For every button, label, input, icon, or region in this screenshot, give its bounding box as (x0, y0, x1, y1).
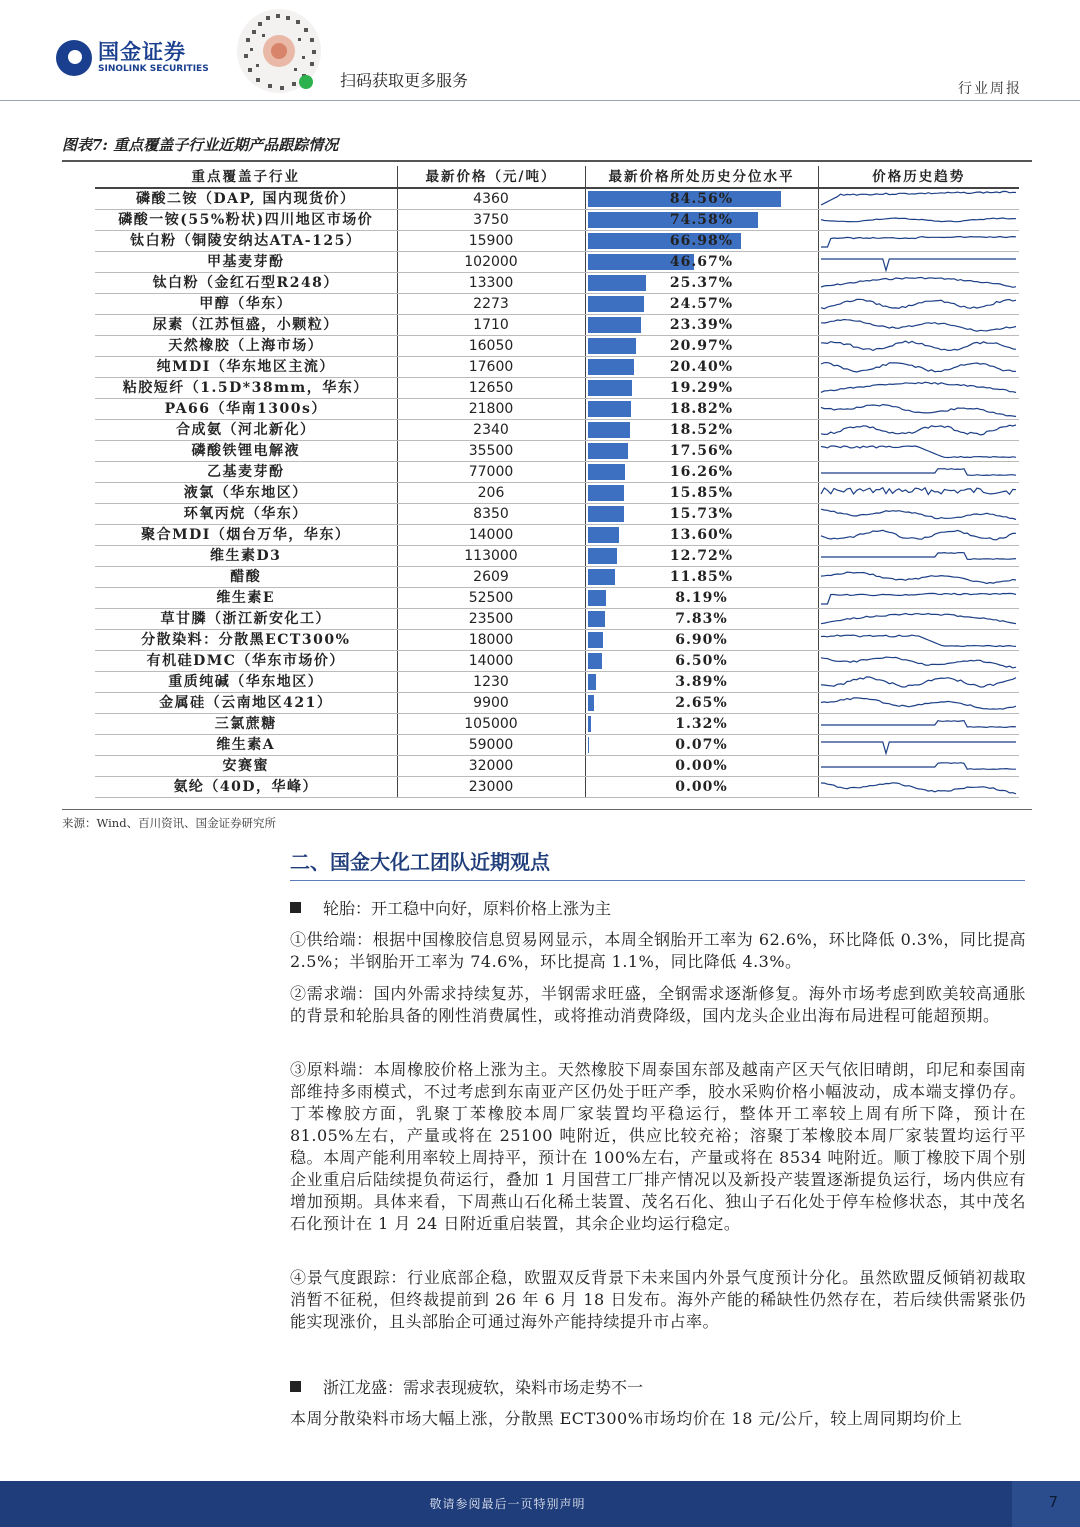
cell-trend (818, 735, 1019, 756)
table-row (95, 777, 1019, 798)
cell-industry: PA66（华南1300s） (95, 399, 397, 420)
trend-line (821, 698, 1016, 709)
cell-trend (818, 609, 1019, 630)
trend-sparkline (819, 777, 1018, 797)
cell-industry: 乙基麦芽酚 (95, 462, 397, 483)
cell-percentile (585, 210, 818, 231)
page-footer (0, 1481, 1080, 1527)
paragraph-raw-material: ③原料端：本周橡胶价格上涨为主。天然橡胶下周泰国东部及越南产区天气依旧晴朗，印尼和泰国南部维持多雨模式，不过考虑到东南亚产区仍处于旺产季，胶水采购价格小幅波动，成本端支撑仍存。丁苯橡胶方面，乳聚丁苯橡胶本周厂家装置均平稳运行，整体开工率较上周有所下降，预计在 81.05%左右，产量或将在 25100 吨附近，供应比较充裕；溶聚丁苯橡胶本周厂家装置均运行平稳。本周产能利用率较上周持平，预计在 100%左右，产量或将在 8534 吨附近。顺丁橡胶下周个别企业重启后陆续提负荷运行，叠加 1 月国营工厂排产情况以及新投产装置逐渐提负运行，场内供应有增加预期。具体来看，下周燕山石化稀土装置、茂名石化、独山子石化处于停车检修状态，其中茂名石化预计在 1 月 24 日附近重启装置，其余企业均运行稳定。 (290, 1060, 1026, 1233)
cell-percentile (585, 504, 818, 525)
page-header (0, 0, 1080, 102)
trend-line (821, 677, 1016, 687)
percentile-label: 46.67% (669, 254, 734, 270)
trend-line (821, 593, 1016, 604)
percentile-label: 20.40% (669, 359, 734, 375)
cell-price: 12650 (397, 378, 585, 399)
trend-sparkline (819, 483, 1018, 503)
cell-price: 2609 (397, 567, 585, 588)
paragraph-prosperity: ④景气度跟踪：行业底部企稳，欧盟双反背景下未来国内外景气度预计分化。虽然欧盟反倾销初裁取消暂不征税，但终裁提前到 26 年 6 月 18 日发布。海外产能的稀缺性仍然存在，若后续供需紧张仍能实现涨价，且头部胎企可通过海外产能持续提升市占率。 (290, 1268, 1026, 1331)
bullet-text: 轮胎：开工稳中向好，原料价格上涨为主 (323, 899, 612, 918)
table-row (95, 504, 1019, 525)
table-row (95, 231, 1019, 252)
cell-price: 9900 (397, 693, 585, 714)
table-row (95, 630, 1019, 651)
trend-line (821, 320, 1016, 332)
cell-price: 3750 (397, 210, 585, 231)
table-row (95, 609, 1019, 630)
cell-trend (818, 630, 1019, 651)
table-row (95, 294, 1019, 315)
cell-trend (818, 546, 1019, 567)
trend-sparkline (819, 714, 1018, 734)
cell-price: 105000 (397, 714, 585, 735)
percentile-label: 0.00% (675, 779, 728, 795)
table-row (95, 588, 1019, 609)
trend-sparkline (819, 546, 1018, 566)
cell-industry: 有机硅DMC（华东市场价） (95, 651, 397, 672)
cell-percentile (585, 420, 818, 441)
table-row (95, 441, 1019, 462)
cell-price: 102000 (397, 252, 585, 273)
cell-trend (818, 441, 1019, 462)
table-row (95, 462, 1019, 483)
table-row (95, 315, 1019, 336)
trend-line (821, 405, 1016, 417)
percentile-label: 24.57% (669, 296, 734, 312)
cell-industry: 磷酸二铵（DAP, 国内现货价） (95, 188, 397, 210)
table-row (95, 735, 1019, 756)
cell-price: 13300 (397, 273, 585, 294)
cell-trend (818, 651, 1019, 672)
cell-industry: 钛白粉（金红石型R248） (95, 273, 397, 294)
cell-percentile (585, 609, 818, 630)
cell-trend (818, 504, 1019, 525)
cell-trend (818, 525, 1019, 546)
cell-trend (818, 462, 1019, 483)
table-row (95, 714, 1019, 735)
cell-industry: 氨纶（40D，华峰） (95, 777, 397, 798)
logo-name-en: SINOLINK SECURITIES (98, 64, 209, 74)
percentile-label: 0.07% (675, 737, 728, 753)
paragraph-dye: 本周分散染料市场大幅上涨，分散黑 ECT300%市场均价在 18 元/公斤，较上周同期均价上 (290, 1409, 963, 1428)
header-divider (0, 100, 1080, 101)
bullet-square-icon (290, 902, 301, 913)
cell-price: 59000 (397, 735, 585, 756)
cell-industry: 钛白粉（铜陵安纳达ATA-125） (95, 231, 397, 252)
percentile-label: 15.73% (669, 506, 734, 522)
cell-price: 52500 (397, 588, 585, 609)
percentile-label: 6.90% (675, 632, 728, 648)
cell-trend (818, 315, 1019, 336)
trend-sparkline (819, 567, 1018, 587)
cell-price: 23500 (397, 609, 585, 630)
cell-percentile (585, 399, 818, 420)
cell-percentile (585, 188, 818, 210)
col-header-trend: 价格历史趋势 (818, 166, 1019, 188)
percentile-label: 84.56% (669, 191, 734, 207)
cell-trend (818, 399, 1019, 420)
cell-price: 1710 (397, 315, 585, 336)
logo-name-cn: 国金证券 (98, 40, 186, 64)
cell-price: 32000 (397, 756, 585, 777)
cell-percentile (585, 567, 818, 588)
qr-caption: 扫码获取更多服务 (340, 71, 469, 90)
table-row (95, 693, 1019, 714)
trend-sparkline (819, 462, 1018, 482)
cell-percentile (585, 735, 818, 756)
cell-industry: 分散染料：分散黑ECT300% (95, 630, 397, 651)
cell-percentile (585, 462, 818, 483)
percentile-label: 17.56% (669, 443, 734, 459)
cell-price: 1230 (397, 672, 585, 693)
percentile-label: 25.37% (669, 275, 734, 291)
trend-line (821, 763, 1016, 770)
percentile-label: 8.19% (675, 590, 728, 606)
cell-trend (818, 378, 1019, 399)
cell-industry: 环氧丙烷（华东） (95, 504, 397, 525)
percentile-label: 13.60% (669, 527, 734, 543)
cell-industry: 草甘膦（浙江新安化工） (95, 609, 397, 630)
trend-line (821, 382, 1016, 392)
table-row (95, 273, 1019, 294)
cell-percentile (585, 546, 818, 567)
trend-sparkline (819, 588, 1018, 608)
trend-line (821, 742, 1016, 753)
cell-industry: 尿素（江苏恒盛，小颗粒） (95, 315, 397, 336)
cell-price: 2273 (397, 294, 585, 315)
table-row (95, 420, 1019, 441)
table-row (95, 210, 1019, 231)
trend-line (821, 721, 1016, 728)
table-row (95, 357, 1019, 378)
cell-industry: 甲醇（华东） (95, 294, 397, 315)
cell-industry: 安赛蜜 (95, 756, 397, 777)
cell-industry: 金属硅（云南地区421） (95, 693, 397, 714)
percentile-label: 23.39% (669, 317, 734, 333)
trend-line (821, 469, 1016, 476)
trend-sparkline (819, 441, 1018, 461)
percentile-label: 20.97% (669, 338, 734, 354)
cell-trend (818, 336, 1019, 357)
table-row (95, 567, 1019, 588)
trend-line (821, 191, 1016, 205)
cell-percentile (585, 777, 818, 798)
trend-line (821, 425, 1016, 435)
cell-industry: 重质纯碱（华东地区） (95, 672, 397, 693)
percentile-label: 3.89% (675, 674, 728, 690)
cell-percentile (585, 441, 818, 462)
bullet-text: 浙江龙盛：需求表现疲软，染料市场走势不一 (323, 1378, 644, 1397)
cell-trend (818, 567, 1019, 588)
cell-percentile (585, 483, 818, 504)
cell-industry: 合成氨（河北新化） (95, 420, 397, 441)
logo-mark-icon (56, 40, 92, 76)
cell-percentile (585, 357, 818, 378)
cell-trend (818, 231, 1019, 252)
cell-industry: 纯MDI（华东地区主流） (95, 357, 397, 378)
figure-title: 图表7: 重点覆盖子行业近期产品跟踪情况 (62, 136, 339, 154)
cell-percentile (585, 231, 818, 252)
cell-trend (818, 483, 1019, 504)
cell-industry: 天然橡胶（上海市场） (95, 336, 397, 357)
table-row (95, 525, 1019, 546)
cell-percentile (585, 525, 818, 546)
trend-line (821, 446, 1016, 458)
cell-percentile (585, 651, 818, 672)
table-row (95, 483, 1019, 504)
trend-sparkline (819, 693, 1018, 713)
trend-sparkline (819, 231, 1018, 251)
trend-line (821, 783, 1016, 794)
trend-line (821, 614, 1016, 624)
trend-line (821, 299, 1016, 308)
percentile-label: 18.52% (669, 422, 734, 438)
percentile-label: 74.58% (669, 212, 734, 228)
trend-sparkline (819, 273, 1018, 293)
percentile-label: 19.29% (669, 380, 734, 396)
page-number-box (1012, 1481, 1080, 1527)
cell-trend (818, 294, 1019, 315)
cell-percentile (585, 378, 818, 399)
percentile-label: 16.26% (669, 464, 734, 480)
cell-price: 16050 (397, 336, 585, 357)
trend-sparkline (819, 252, 1018, 272)
trend-line (821, 635, 1016, 646)
cell-percentile (585, 756, 818, 777)
cell-percentile (585, 273, 818, 294)
trend-line (821, 488, 1016, 495)
trend-sparkline (819, 735, 1018, 755)
cell-price: 17600 (397, 357, 585, 378)
figure-rule (62, 160, 1032, 162)
table-row (95, 546, 1019, 567)
page-number: 7 (1048, 1493, 1058, 1511)
cell-price: 18000 (397, 630, 585, 651)
cell-industry: 醋酸 (95, 567, 397, 588)
trend-line (821, 278, 1016, 288)
cell-percentile (585, 315, 818, 336)
cell-percentile (585, 294, 818, 315)
table-row (95, 378, 1019, 399)
percentile-label: 6.50% (675, 653, 728, 669)
cell-price: 113000 (397, 546, 585, 567)
cell-percentile (585, 588, 818, 609)
cell-price: 21800 (397, 399, 585, 420)
cell-trend (818, 357, 1019, 378)
cell-industry: 聚合MDI（烟台万华，华东） (95, 525, 397, 546)
trend-line (821, 341, 1016, 350)
cell-trend (818, 777, 1019, 798)
report-type: 行业周报 (958, 81, 1022, 97)
percentile-label: 0.00% (675, 758, 728, 774)
cell-price: 8350 (397, 504, 585, 525)
trend-sparkline (819, 420, 1018, 440)
trend-sparkline (819, 609, 1018, 629)
cell-trend (818, 756, 1019, 777)
cell-trend (818, 188, 1019, 210)
trend-sparkline (819, 525, 1018, 545)
table-row (95, 672, 1019, 693)
percentile-label: 7.83% (675, 611, 728, 627)
cell-trend (818, 420, 1019, 441)
paragraph-supply: ①供给端：根据中国橡胶信息贸易网显示，本周全钢胎开工率为 62.6%，环比降低 0.3%，同比提高 2.5%；半钢胎开工率为 74.6%，环比提高 1.1%，同比降低 4.3%。 (290, 930, 1026, 971)
cell-price: 35500 (397, 441, 585, 462)
trend-sparkline (819, 357, 1018, 377)
trend-sparkline (819, 294, 1018, 314)
cell-price: 14000 (397, 651, 585, 672)
cell-industry: 液氯（华东地区） (95, 483, 397, 504)
cell-percentile (585, 714, 818, 735)
section-underline (290, 880, 1025, 881)
cell-price: 2340 (397, 420, 585, 441)
cell-percentile (585, 336, 818, 357)
trend-sparkline (819, 672, 1018, 692)
trend-sparkline (819, 315, 1018, 335)
cell-trend (818, 588, 1019, 609)
cell-industry: 维生素E (95, 588, 397, 609)
col-header-industry: 重点覆盖子行业 (95, 166, 397, 188)
cell-industry: 三氯蔗糖 (95, 714, 397, 735)
trend-line (821, 657, 1016, 668)
section-title: 二、国金大化工团队近期观点 (290, 850, 550, 874)
trend-sparkline (819, 756, 1018, 776)
cell-price: 23000 (397, 777, 585, 798)
paragraph-demand: ②需求端：国内外需求持续复苏，半钢需求旺盛，全钢需求逐渐修复。海外市场考虑到欧美较高通胀的背景和轮胎具备的刚性消费属性，或将推动消费降级，国内龙头企业出海布局进程可能超预期。 (290, 984, 1026, 1025)
trend-line (821, 509, 1016, 519)
cell-percentile (585, 672, 818, 693)
table-row (95, 651, 1019, 672)
cell-price: 4360 (397, 188, 585, 210)
qr-code-icon[interactable] (236, 8, 322, 94)
trend-sparkline (819, 189, 1018, 209)
trend-sparkline (819, 504, 1018, 524)
trend-sparkline (819, 630, 1018, 650)
trend-line (821, 530, 1016, 540)
cell-percentile (585, 630, 818, 651)
cell-price: 15900 (397, 231, 585, 252)
cell-industry: 磷酸铁锂电解液 (95, 441, 397, 462)
cell-industry: 粘胶短纤（1.5D*38mm，华东） (95, 378, 397, 399)
trend-sparkline (819, 651, 1018, 671)
percentile-label: 12.72% (669, 548, 734, 564)
table-row (95, 188, 1019, 210)
cell-trend (818, 714, 1019, 735)
table-row (95, 756, 1019, 777)
table-row (95, 399, 1019, 420)
bullet-heading-tire (290, 896, 611, 919)
cell-trend (818, 210, 1019, 231)
bullet-square-icon (290, 1381, 301, 1392)
percentile-label: 1.32% (675, 716, 728, 732)
trend-line (821, 218, 1016, 222)
trend-line (821, 363, 1016, 372)
table-row (95, 252, 1019, 273)
percentile-label: 11.85% (669, 569, 734, 585)
percentile-label: 15.85% (669, 485, 734, 501)
trend-line (821, 237, 1016, 248)
cell-industry: 维生素D3 (95, 546, 397, 567)
trend-sparkline (819, 378, 1018, 398)
trend-sparkline (819, 399, 1018, 419)
cell-trend (818, 273, 1019, 294)
trend-sparkline (819, 336, 1018, 356)
trend-line (821, 259, 1016, 270)
percentile-label: 2.65% (675, 695, 728, 711)
cell-percentile (585, 252, 818, 273)
trend-line (821, 553, 1016, 560)
cell-trend (818, 693, 1019, 714)
cell-price: 206 (397, 483, 585, 504)
cell-industry: 维生素A (95, 735, 397, 756)
figure-source: 来源：Wind、百川资讯、国金证券研究所 (62, 816, 277, 830)
cell-trend (818, 252, 1019, 273)
cell-percentile (585, 693, 818, 714)
col-header-percentile: 最新价格所处历史分位水平 (585, 166, 818, 188)
cell-industry: 磷酸一铵(55%粉状)四川地区市场价 (95, 210, 397, 231)
source-divider (62, 809, 1032, 810)
product-tracking-table (95, 166, 1019, 798)
trend-line (821, 572, 1016, 583)
cell-price: 77000 (397, 462, 585, 483)
bullet-heading-longsheng (290, 1375, 643, 1398)
cell-price: 14000 (397, 525, 585, 546)
cell-industry: 甲基麦芽酚 (95, 252, 397, 273)
footer-notice: 敬请参阅最后一页特别声明 (429, 1497, 586, 1511)
col-header-price: 最新价格（元/吨） (397, 166, 585, 188)
percentile-label: 18.82% (669, 401, 734, 417)
percentile-label: 66.98% (669, 233, 734, 249)
company-logo (56, 40, 209, 76)
table-row (95, 336, 1019, 357)
trend-sparkline (819, 210, 1018, 230)
table-header-row (95, 166, 1019, 188)
cell-trend (818, 672, 1019, 693)
